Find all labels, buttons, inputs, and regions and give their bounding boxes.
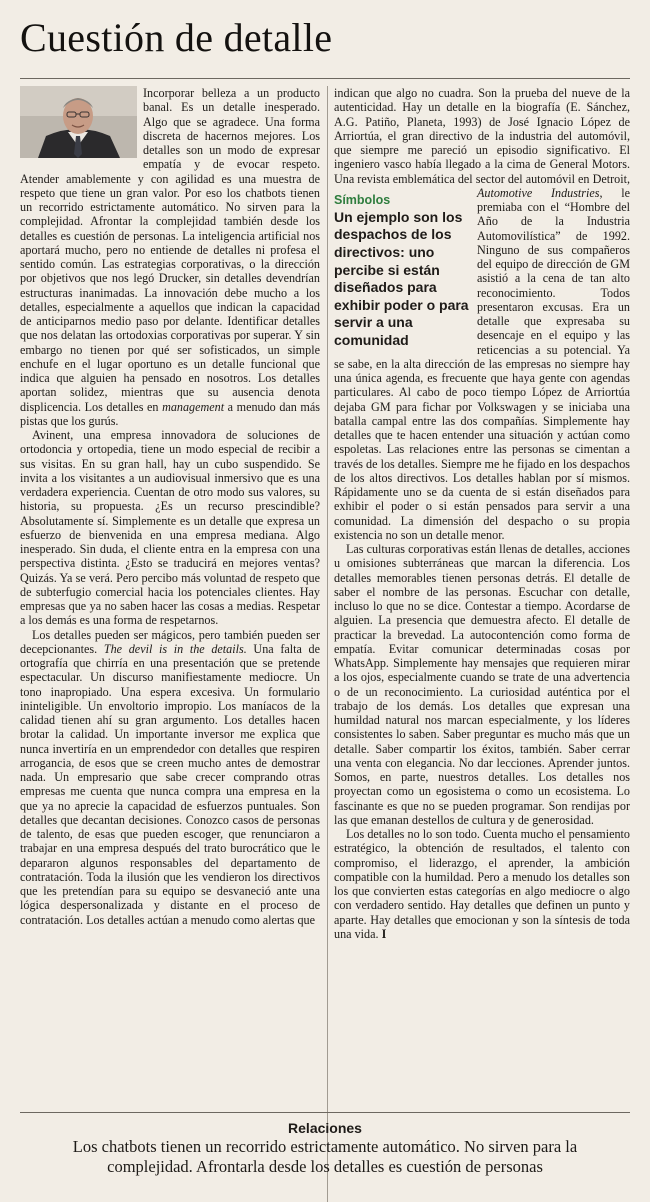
top-rule bbox=[20, 78, 630, 79]
pull-quote-text: Un ejemplo son los despachos de los directivos: uno percibe si están diseñados para exhibir poder o para servir a una comunidad bbox=[334, 208, 469, 348]
relaciones-label: Relaciones bbox=[288, 1120, 362, 1136]
paragraph: Los detalles no lo son todo. Cuenta mucho el pensamiento estratégico, la obtención de resultados, el talento con compromiso, el liderazgo, el aprender, la ambición compatible con la humildad. Pero a menudo los detalles son los que convierten estas categorías en algo mediocre o algo con verdadero sentido. Hay detalles que definen un punto y aparte. Hay detalles que emocionan y son la síntesis de toda una vida. I bbox=[334, 827, 630, 941]
paragraph: Las culturas corporativas están llenas de detalles, acciones u omisiones subterráneas que marcan la diferencia. Los detalles memorables tienen personas detrás. El detalle de saber el nombre de las personas. Escuchar con detalle, incluso lo que no se dice. Contestar a tiempo. Acordarse de alguien. La presencia que demuestra afecto. El detalle de practicar la brevedad. La autocontención como forma de empatía. Evitar comunicar determinadas cosas por WhatsApp. Simplemente hay mensajes que requieren mirar a los ojos, especialmente cuando se trate de una advertencia o de un reconocimiento. La curiosidad auténtica por el trabajo de los demás. Los detalles que expresan una humildad natural nos marcan especialmente, y los líderes consistentes lo saben. Saber preguntar es mucho más que un detalle. Saber compartir los éxitos, también. Saber cerrar una venta con elegancia. No dar lecciones. Aprender juntos. Somos, en parte, nuestros detalles. Los detalles nos proyectan como un egosistema o como un ecosistema. Lo fascinante es que no se pueden programar. Son rendijas por las que emanan destellos de cultura y de generosidad. bbox=[334, 542, 630, 827]
paragraph: Incorporar belleza a un producto banal. Es un detalle inesperado. Algo que se agradece. Una forma discreta de hacernos mejores. Los detalles son un modo de expresar empatía y de evocar respeto. Atender amablemente y con agilidad es una muestra de respeto que tiene un gran valor. Por eso los chatbots tienen un recorrido estrictamente automático. No sirven para la complejidad. Afrontar la complejidad también desde los detalles es cuestión de personas. La inteligencia artificial nos aportará mucho, pero no entiende de detalles ni profesa el sentido común. Las estrategias corporativas, o la dirección por objetivos que nos legó Drucker, sin detalles devendrían estructuras inanimadas. La innovación debe mucho a los detalles, especialmente a aquellos que indican la capacidad de anticiparnos medio paso por delante. Identificar detalles que nos delatan las ortodoxias corporativas por superar. Y sin embargo no tienen por qué ser sofisticados, un simple enchufe en el lugar oportuno es un detalle funcional que indica que alguien ha pensado en nosotros. Los detalles aportan solidez, mientras que su ausencia denota displicencia. Los detalles en management a menudo dan más pistas que los gurús. bbox=[20, 86, 320, 428]
relaciones-box bbox=[20, 1119, 630, 1176]
article-column-2 bbox=[334, 86, 630, 941]
paragraph: indican que algo no cuadra. Son la prueba del nueve de la autenticidad. Hay un detalle en la biografía (E. Sánchez, A.G. Patiño, Planeta, 1993) de José Ignacio López de Arriortúa, el gran directivo de la industria del automóvil, que siempre me pareció un episodio significativo. El ingeniero vasco había llegado a la cima de General Motors. Una revista emblemática del sector del automóvil en Detroit, Automotive Industries Símbolos Un ejemplo son los despachos de los directivos: uno percibe si están diseñados para exhibir poder o para servir a una comunidad , le premiaba con el “Hombre del Año de la Industria Automovilística” de 1992. Ninguno de sus compañeros del equipo de dirección de GM asistió a la cena de tan alto reconocimiento. Todos presentaron excusas. Era un detalle que expresaba su desencaje en el equipo y las reticencias a su potencial. Ya se sabe, en la alta dirección de las empresas no siempre hay una única agenda, es frecuente que haya gente con agendas particulares. Al cabo de poco tiempo López de Arriortúa dejaba GM para fichar por Volkswagen y se iniciaba una batalla campal entre las dos compañías. Simplemente hay detalles que te hacen entender una situación y actúan como espoletas. Las relaciones entre las personas se cimentan a través de los detalles. Siempre me he fijado en los despachos de los altos directivos. Los detalles hablan por sí mismos. Rápidamente uno se da cuenta de si están diseñados para exhibir el poder o si están pensados para servir a una comunidad. La dimensión del despacho o su propia existencia no son un detalle menor. bbox=[334, 86, 630, 542]
author-photo bbox=[20, 86, 137, 158]
article-column-1 bbox=[20, 86, 320, 927]
column-divider bbox=[327, 86, 328, 1202]
relaciones-text: Los chatbots tienen un recorrido estrictamente automático. No sirven para la complejidad. Afrontarla desde los detalles es cuestión de personas bbox=[72, 1137, 578, 1176]
pull-quote bbox=[334, 192, 471, 350]
end-mark: I bbox=[381, 926, 387, 941]
bottom-rule bbox=[20, 1112, 630, 1113]
pull-quote-tag: Símbolos bbox=[334, 192, 391, 207]
paragraph: Avinent, una empresa innovadora de soluciones de ortodoncia y ortopedia, tiene un modo especial de recibir a sus visitas. En su gran hall, hay un cubo suspendido. Se invita a los visitantes a un audiovisual inmersivo que es una verdadera experiencia. Cuentan de otro modo sus valores, su historia, su propuesta. ¿Es un recurso prescindible? Absolutamente sí. Simplemente es un detalle que expresa un esfuerzo de bienvenida en una empresa mediana. Algo inesperado. Sin duda, el cliente entra en la empresa con una perspectiva distinta. ¿Esto se traducirá en mejores ventas? Quizás. Ya se verá. Pero percibo más voluntad de respeto que de subterfugio comercial hacia los potenciales clientes. Hay empresas que ya no saben hacer las cosas a medias. Respetar a los demás es una forma de respetarnos. bbox=[20, 428, 320, 628]
paragraph: Los detalles pueden ser mágicos, pero también pueden ser decepcionantes. The devil is in the details. Una falta de ortografía que chirría en una presentación que se pretende espectacular. Un discurso manifiestamente mediocre. Un tono inapropiado. Una espera excesiva. Un formulario ininteligible. Un envoltorio impropio. Los maníacos de la calidad tienen ahí su gran argumento. Los detalles hacen brotar la calidad. Un importante inversor me explica que nunca invertiría en un emprendedor con detalles que respiren arrogancia, de esos que se creen mucho antes de demostrar nada. Un empresario que sabe crecer comprando otras empresas me cuenta que nunca compra una empresa en la que ya no aprecie la capacidad de esfuerzos puntuales. Son detalles que decantan decisiones. Conozco casos de personas de talento, de esas que pueden escoger, que renunciaron a trabajar en una empresa después del trato burocrático que le depararon algunos responsables del departamento de contratación. Toda la ilusión que les vendieron los directivos que les pretendían para su equipo se desvaneció ante una lógica despersonalizada y distante en el proceso de contratación. Los detalles actúan a menudo como alertas que bbox=[20, 627, 321, 927]
article-title: Cuestión de detalle bbox=[20, 15, 333, 60]
